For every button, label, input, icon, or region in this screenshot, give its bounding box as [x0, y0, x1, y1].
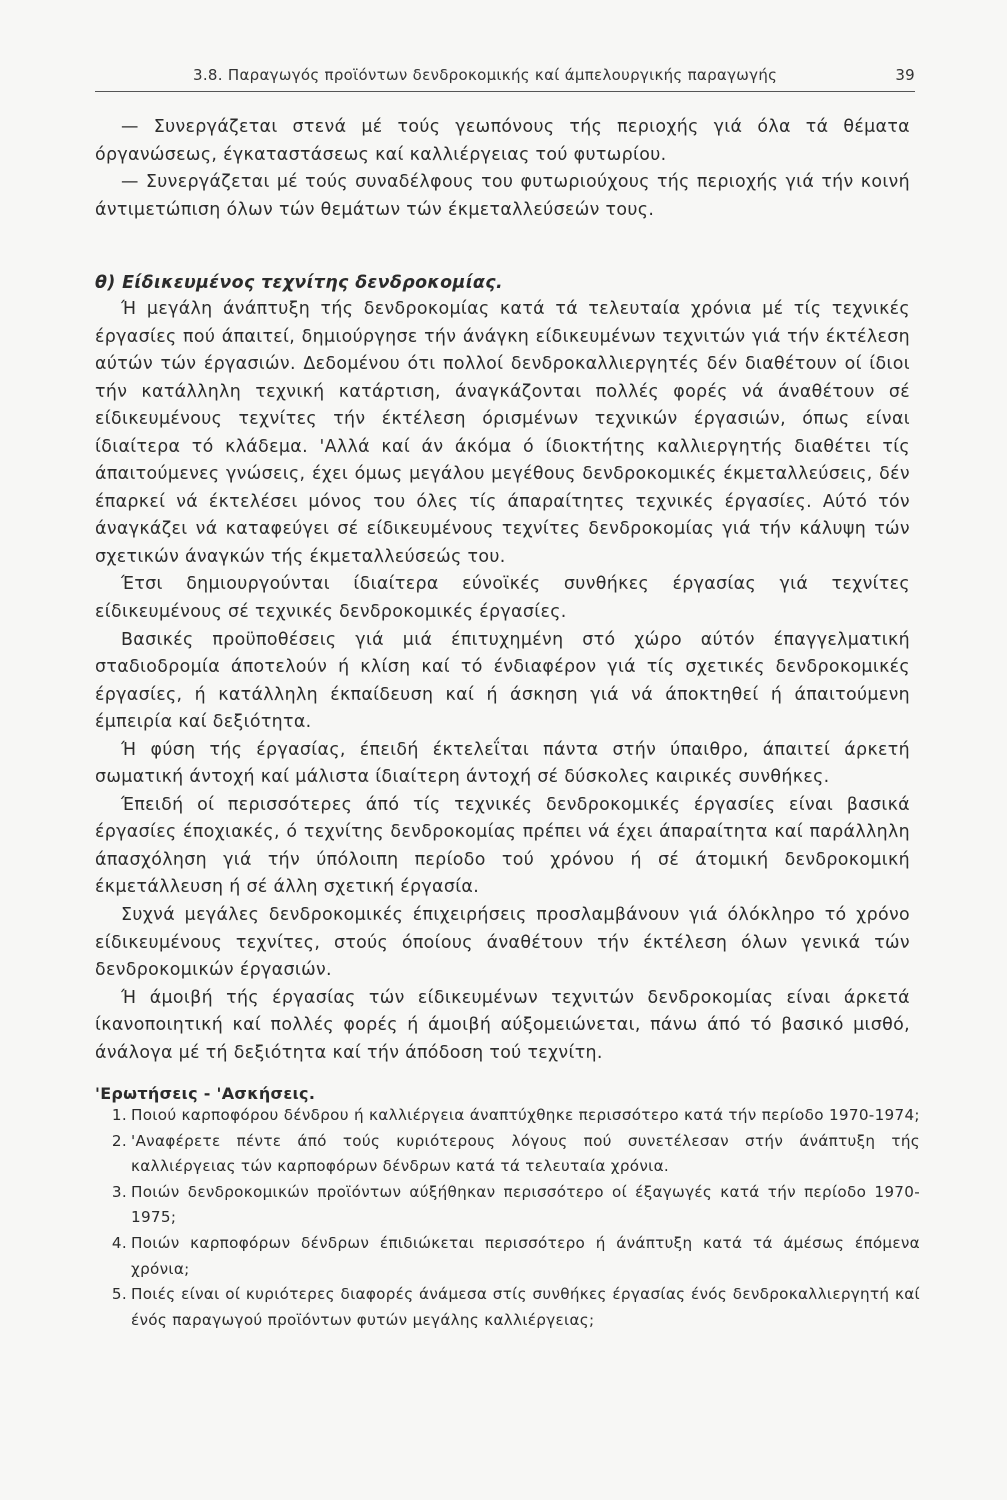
- paragraph: Ή μεγάλη άνάπτυξη τής δενδροκομίας κατά τά τελευταία χρόνια μέ τίς τεχνικές έργασίες πού άπαιτεί, δημιούργησε τήν άνάγκη είδικευμένων τεχνιτών γιά τήν έκτέλεση αύτών τών έργασιών. Δεδομένου ότι πολλοί δενδροκαλλιεργητές δέν διαθέτουν οί ίδιοι τήν κατάλληλη τεχνική κατάρτιση, άναγκάζονται πολλές φορές νά άναθέτουν σέ είδικευμένους τεχνίτες τήν έκτέλεση όρισμένων τεχνικών έργασιών, όπως είναι ίδιαίτερα τό κλάδεμα. 'Αλλά καί άν άκόμα ό ίδιοκτήτης καλλιεργητής διαθέτει τίς άπαιτούμενες γνώσεις, έχει όμως μεγάλου μεγέθους δενδροκομικές έκμεταλλεύσεις, δέν έπαρκεί νά έκτελέσει μόνος του όλες τίς άπαραίτητες τεχνικές έργασίες. Αύτό τόν άναγκάζει νά καταφεύγει σέ είδικευμένους τεχνίτες δενδροκομίας γιά τήν κάλυψη τών σχετικών άναγκών τής έκμεταλλεύσεώς του.: [95, 299, 910, 567]
- intro-text: [95, 114, 910, 224]
- question-number: 4.: [111, 1233, 127, 1252]
- question-text: 'Αναφέρετε πέντε άπό τούς κυριότερους λόγους πού συνετέλεσαν στήν άνάπτυξη τής καλλιέργειας τών καρποφόρων δένδρων κατά τά τελευταία χρόνια.: [131, 1131, 920, 1176]
- question-number: 3.: [111, 1182, 127, 1201]
- paragraph: Βασικές προϋποθέσεις γιά μιά έπιτυχημένη στό χώρο αύτόν έπαγγελματική σταδιοδρομία άποτελούν ή κλίση καί τό ένδιαφέρον γιά τίς σχετικές δενδροκομικές έργασίες, ή κατάλληλη έκπαίδευση καί ή άσκηση γιά νά άποκτηθεί ή άπαιτούμενη έμπειρία καί δεξιότητα.: [95, 629, 910, 733]
- paragraph: Ή άμοιβή τής έργασίας τών είδικευμένων τεχνιτών δενδροκομίας είναι άρκετά ίκανοποιητική καί πολλές φορές ή άμοιβή αύξομειώνεται, πάνω άπό τό βασικό μισθό, άνάλογα μέ τή δεξιότητα καί τήν άπόδοση τού τεχνίτη.: [95, 987, 910, 1063]
- question-item: [95, 1231, 920, 1282]
- running-title: 3.8. Παραγωγός προϊόντων δενδροκομικής καί άμπελουργικής παραγωγής: [193, 66, 778, 84]
- question-text: Ποιών δενδροκομικών προϊόντων αύξήθηκαν περισσότερο οί έξαγωγές κατά τήν περίοδο 1970-1975;: [131, 1182, 920, 1227]
- question-text: Ποιές είναι οί κυριότερες διαφορές άνάμεσα στίς συνθήκες έργασίας ένός δενδροκαλλιεργητή καί ένός παραγωγού προϊόντων φυτών μεγάλης καλλιέργειας;: [131, 1285, 920, 1329]
- question-text: Ποιών καρποφόρων δένδρων έπιδιώκεται περισσότερο ή άνάπτυξη κατά τά άμέσως έπόμενα χρόνια;: [131, 1233, 920, 1278]
- question-text: Ποιού καρποφόρου δένδρου ή καλλιέργεια άναπτύχθηκε περισσότερο κατά τήν περίοδο 1970-1974;: [131, 1106, 920, 1124]
- page-number: 39: [895, 66, 915, 84]
- question-number: 2.: [111, 1131, 127, 1150]
- question-item: [95, 1129, 920, 1180]
- question-item: [95, 1180, 920, 1231]
- section-body: [95, 296, 910, 1067]
- header-rule: [95, 91, 915, 92]
- questions-list: [95, 1103, 920, 1333]
- question-item: [95, 1103, 920, 1129]
- paragraph: Έπειδή οί περισσότερες άπό τίς τεχνικές δενδροκομικές έργασίες είναι βασικά έργασίες έποχιακές, ό τεχνίτης δενδροκομίας πρέπει νά έχει άπαραίτητα καί παράλληλη άπασχόληση γιά τήν ύπόλοιπη περίοδο τού χρόνου ή σέ άτομική δενδροκομική έκμετάλλευση ή σέ άλλη σχετική έργασία.: [95, 794, 910, 898]
- question-number: 1.: [111, 1106, 127, 1124]
- question-item: [95, 1282, 920, 1333]
- paragraph: Ή φύση τής έργασίας, έπειδή έκτελεΐται πάντα στήν ύπαιθρο, άπαιτεί άρκετή σωματική άντοχή καί μάλιστα ίδιαίτερη άντοχή σέ δύσκολες καιρικές συνθήκες.: [95, 739, 910, 788]
- running-header: [193, 62, 915, 86]
- section-heading: θ) Είδικευμένος τεχνίτης δενδροκομίας.: [95, 273, 503, 293]
- paragraph: Συχνά μεγάλες δενδροκομικές έπιχειρήσεις προσλαμβάνουν γιά όλόκληρο τό χρόνο είδικευμένους τεχνίτες, στούς όποίους άναθέτουν τήν έκτέλεση όλων γενικά τών δενδροκομικών έργασιών.: [95, 905, 910, 981]
- questions-heading: 'Ερωτήσεις - 'Ασκήσεις.: [95, 1084, 316, 1103]
- paragraph: Έτσι δημιουργούνται ίδιαίτερα εύνοϊκές συνθήκες έργασίας γιά τεχνίτες είδικευμένους σέ τεχνικές δενδροκομικές έργασίες.: [95, 574, 910, 623]
- question-number: 5.: [111, 1285, 127, 1304]
- paragraph: — Συνεργάζεται στενά μέ τούς γεωπόνους τής περιοχής γιά όλα τά θέματα όργανώσεως, έγκαταστάσεως καί καλλιέργειας τού φυτωρίου.: [95, 117, 910, 165]
- paragraph: — Συνεργάζεται μέ τούς συναδέλφους του φυτωριούχους τής περιοχής γιά τήν κοινή άντιμετώπιση όλων τών θεμάτων τών έκμεταλλεύσεών τους.: [95, 172, 910, 220]
